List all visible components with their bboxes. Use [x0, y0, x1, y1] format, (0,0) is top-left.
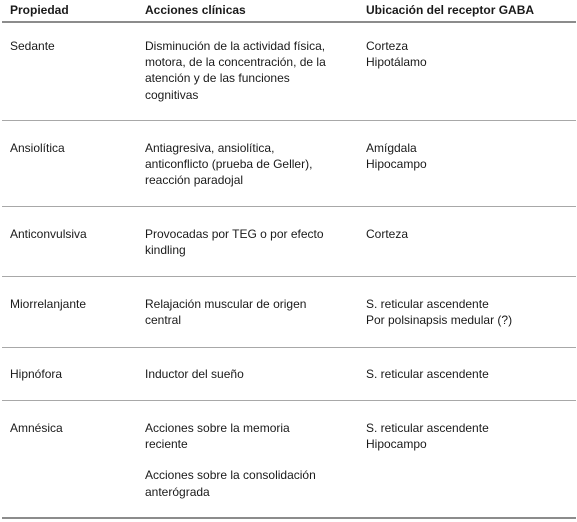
header-location: Ubicación del receptor GABA — [366, 3, 535, 17]
row-property: Sedante — [10, 39, 55, 53]
actions-line: Disminución de la actividad física, — [145, 39, 326, 53]
actions-line: cognitivas — [145, 87, 199, 102]
row-location — [366, 38, 427, 70]
paragraph-gap — [145, 452, 316, 467]
header-rule — [2, 21, 576, 23]
actions-line: motora, de la concentración, de la — [145, 55, 326, 70]
actions-line: Relajación muscular de origen — [145, 297, 307, 311]
actions-line: central — [145, 313, 182, 328]
location-line: Corteza — [366, 39, 409, 53]
location-line: Hipocampo — [366, 437, 427, 452]
row-location — [366, 296, 512, 328]
row-location — [366, 226, 408, 242]
actions-line: Provocadas por TEG o por efecto — [145, 227, 324, 241]
row-divider — [2, 347, 576, 348]
location-line: Amígdala — [366, 141, 417, 155]
location-line: Hipocampo — [366, 157, 427, 172]
row-actions — [145, 366, 244, 382]
row-property: Ansiolítica — [10, 141, 65, 155]
actions-line: Acciones sobre la memoria — [145, 421, 290, 435]
actions-line: Antiagresiva, ansiolítica, — [145, 141, 275, 155]
actions-line: Inductor del sueño — [145, 367, 244, 381]
actions-line: anterógrada — [145, 484, 210, 499]
actions-line: reacción paradojal — [145, 173, 244, 188]
actions-line: kindling — [145, 243, 186, 258]
row-actions — [145, 140, 312, 189]
row-property: Amnésica — [10, 421, 63, 435]
location-line: Por polsinapsis medular (?) — [366, 313, 513, 328]
row-property: Miorrelanjante — [10, 297, 87, 311]
row-property: Anticonvulsiva — [10, 227, 87, 241]
location-line: S. reticular ascendente — [366, 421, 489, 435]
location-line: S. reticular ascendente — [366, 297, 489, 311]
actions-line: Acciones sobre la consolidación — [145, 468, 316, 483]
row-property: Hipnófora — [10, 367, 63, 381]
row-actions — [145, 420, 316, 500]
header-property: Propiedad — [10, 3, 69, 17]
actions-line: anticonflicto (prueba de Geller), — [145, 157, 313, 172]
row-divider — [2, 400, 576, 401]
row-location — [366, 420, 489, 452]
header-actions: Acciones clínicas — [145, 3, 246, 17]
row-divider — [2, 120, 576, 121]
row-actions — [145, 38, 326, 103]
row-location — [366, 140, 427, 172]
row-actions — [145, 296, 306, 328]
row-divider — [2, 276, 576, 277]
actions-line: atención y de las funciones — [145, 71, 290, 86]
actions-line: reciente — [145, 437, 188, 452]
location-line: Corteza — [366, 227, 409, 241]
bottom-rule — [2, 517, 576, 519]
row-actions — [145, 226, 324, 258]
row-divider — [2, 206, 576, 207]
location-line: Hipotálamo — [366, 55, 427, 70]
location-line: S. reticular ascendente — [366, 367, 489, 381]
row-location — [366, 366, 489, 382]
